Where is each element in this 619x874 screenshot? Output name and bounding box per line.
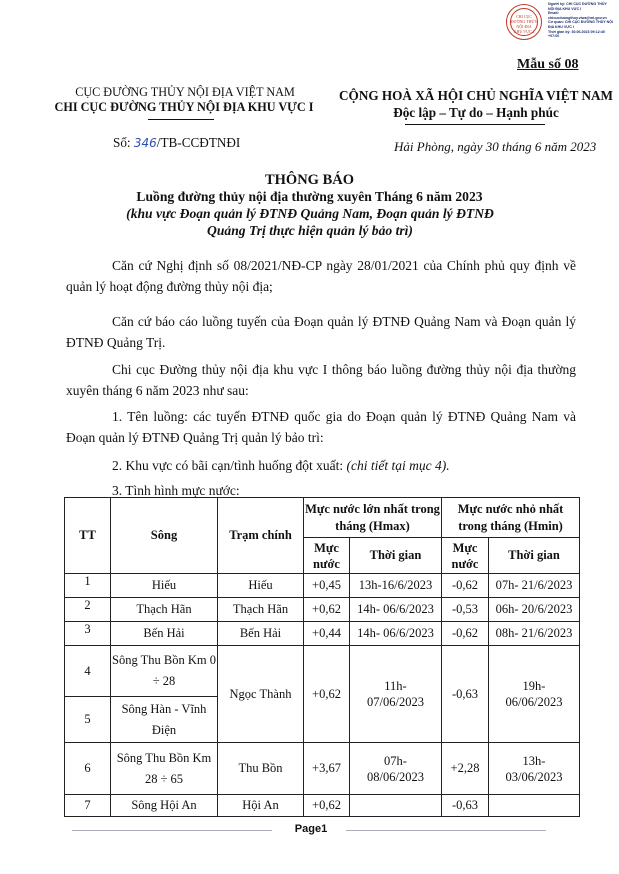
paragraph-legal-basis: Căn cứ Nghị định số 08/2021/NĐ-CP ngày 28/01/2021 của Chính phủ quy định về quản lý hoạt động đường thủy nội địa;	[66, 258, 576, 294]
cell-max-level: +0,62	[304, 646, 350, 743]
document-subtitle: Luồng đường thủy nội địa thường xuyên Tháng 6 năm 2023	[136, 189, 483, 204]
signature-line: Thời gian ký: 30.06.2023 09:12:40	[548, 29, 605, 34]
signature-line: ĐỊA KHU VỰC I	[548, 24, 574, 29]
signature-line: Người ký: CHI CỤC ĐƯỜNG THỦY	[548, 2, 607, 6]
form-number: Mẫu số 08	[517, 57, 579, 72]
footer-divider-right	[346, 830, 546, 831]
national-motto: Độc lập – Tự do – Hạnh phúc	[393, 105, 559, 120]
signature-line: +07:00	[548, 34, 560, 39]
cell-max-time: 14h- 06/6/2023	[350, 598, 442, 622]
cell-min-time: 06h- 20/6/2023	[489, 598, 580, 622]
place-date: Hải Phòng, ngày 30 tháng 6 năm 2023	[394, 139, 597, 154]
document-number	[113, 135, 240, 151]
cell-station: Ngọc Thành	[218, 646, 304, 743]
page-number: Page1	[294, 823, 328, 835]
header-station: Trạm chính	[218, 498, 304, 574]
org-divider	[148, 119, 214, 120]
cell-tt: 5	[65, 697, 111, 743]
signature-line: NỘI ĐỊA KHU VỰC I	[548, 6, 582, 11]
table-row	[65, 598, 580, 622]
header-hmin: Mực nước nhỏ nhất trong tháng (Hmin)	[442, 498, 580, 538]
cell-max-level: +0,45	[304, 574, 350, 598]
cell-min-time: 07h- 21/6/2023	[489, 574, 580, 598]
table-row	[65, 622, 580, 646]
table-row	[65, 574, 580, 598]
header-max-time: Thời gian	[350, 538, 442, 574]
header-max-level: Mực nước	[304, 538, 350, 574]
cell-max-time: 14h- 06/6/2023	[350, 622, 442, 646]
cell-min-time: 08h- 21/6/2023	[489, 622, 580, 646]
handwritten-number: 346	[133, 136, 157, 150]
doc-prefix: Số:	[113, 135, 134, 150]
cell-min-level: -0,53	[442, 598, 489, 622]
cell-min-time: 13h- 03/06/2023	[489, 743, 580, 795]
paragraph-route-name: 1. Tên luồng: các tuyến ĐTNĐ quốc gia do Đoạn quản lý ĐTNĐ Quảng Nam và Đoạn quản lý ĐTNĐ Quảng Trị quản lý bảo trì:	[66, 409, 576, 445]
table-row	[65, 743, 580, 795]
paragraph-shoal-area	[66, 455, 576, 476]
cell-river: Thạch Hãn	[111, 598, 218, 622]
cell-min-level: -0,63	[442, 646, 489, 743]
cell-station: Thu Bồn	[218, 743, 304, 795]
header-hmax: Mực nước lớn nhất trong tháng (Hmax)	[304, 498, 442, 538]
document-title: THÔNG BÁO	[264, 172, 355, 188]
water-level-table	[64, 497, 580, 817]
motto-divider	[405, 124, 545, 125]
signature-line: Email: chicucduongthuy.viwa@mt.gov.vn	[548, 11, 607, 20]
cell-station: Bến Hải	[218, 622, 304, 646]
paragraph-report-basis: Căn cứ báo cáo luồng tuyến của Đoạn quản lý ĐTNĐ Quảng Nam và Đoạn quản lý ĐTNĐ Quảng Trị.	[66, 314, 576, 350]
cell-max-time: 07h- 08/06/2023	[350, 743, 442, 795]
cell-max-level: +0,62	[304, 795, 350, 817]
cell-max-time: 11h- 07/06/2023	[350, 646, 442, 743]
digital-signature-info	[548, 2, 616, 39]
cell-min-level: -0,62	[442, 574, 489, 598]
cell-max-level: +3,67	[304, 743, 350, 795]
cell-river: Bến Hải	[111, 622, 218, 646]
cell-max-time	[350, 795, 442, 817]
shoal-reference: (chi tiết tại mục 4).	[346, 458, 450, 473]
cell-river: Sông Thu Bồn Km 0 ÷ 28	[111, 646, 218, 697]
cell-tt: 2	[65, 598, 111, 622]
cell-max-level: +0,62	[304, 598, 350, 622]
cell-max-time: 13h-16/6/2023	[350, 574, 442, 598]
header-tt: TT	[65, 498, 111, 574]
header-min-time: Thời gian	[489, 538, 580, 574]
issuing-organization: CHI CỤC ĐƯỜNG THỦY NỘI ĐỊA KHU VỰC I	[54, 100, 314, 114]
cell-min-level: -0,62	[442, 622, 489, 646]
paragraph-water-level: 3. Tình hình mực nước:	[112, 483, 240, 498]
cell-station: Hội An	[218, 795, 304, 817]
document-scope-note: (khu vực Đoạn quản lý ĐTNĐ Quảng Nam, Đoạn quản lý ĐTNĐ Quảng Trị thực hiện quản lý bảo trì)	[126, 206, 494, 238]
header-river: Sông	[111, 498, 218, 574]
table-row	[65, 795, 580, 817]
paragraph-announcement: Chi cục Đường thủy nội địa khu vực I thông báo luồng đường thủy nội địa thường xuyên tháng 6 năm 2023 như sau:	[66, 362, 576, 398]
cell-min-time: 19h- 06/06/2023	[489, 646, 580, 743]
cell-tt: 4	[65, 646, 111, 697]
cell-tt: 7	[65, 795, 111, 817]
cell-river: Hiếu	[111, 574, 218, 598]
signature-line: Cơ quan: CHI CỤC ĐƯỜNG THỦY NỘI	[548, 20, 614, 25]
cell-tt: 3	[65, 622, 111, 646]
cell-station: Thạch Hãn	[218, 598, 304, 622]
table-row	[65, 646, 580, 697]
cell-tt: 6	[65, 743, 111, 795]
cell-min-level: +2,28	[442, 743, 489, 795]
cell-min-level: -0,63	[442, 795, 489, 817]
cell-min-time	[489, 795, 580, 817]
state-name: CỘNG HOÀ XÃ HỘI CHỦ NGHĨA VIỆT NAM	[339, 88, 613, 103]
doc-suffix: /TB-CCĐTNĐI	[156, 135, 241, 150]
cell-tt: 1	[65, 574, 111, 598]
cell-max-level: +0,44	[304, 622, 350, 646]
header-min-level: Mực nước	[442, 538, 489, 574]
cell-station: Hiếu	[218, 574, 304, 598]
shoal-text: 2. Khu vực có bãi cạn/tình huống đột xuất:	[112, 458, 347, 473]
footer-divider-left	[72, 830, 272, 831]
cell-river: Sông Hội An	[111, 795, 218, 817]
signature-seal: CHI CỤC ĐƯỜNG THỦY NỘI ĐỊA KHU VỰC I	[506, 4, 542, 40]
cell-river: Sông Hàn - Vĩnh Điện	[111, 697, 218, 743]
parent-organization: CỤC ĐƯỜNG THỦY NỘI ĐỊA VIỆT NAM	[75, 85, 295, 99]
cell-river: Sông Thu Bồn Km 28 ÷ 65	[111, 743, 218, 795]
